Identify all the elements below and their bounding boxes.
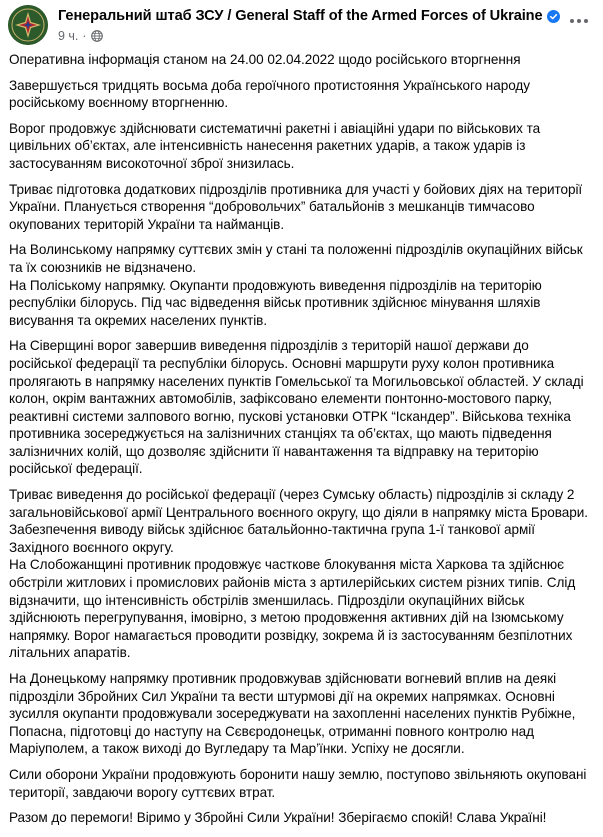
post-meta bbox=[58, 27, 548, 44]
more-options-icon bbox=[570, 19, 574, 23]
author-block bbox=[58, 7, 548, 44]
post-paragraph: На Донецькому напрямку противник продовжував здійснювати вогневий вплив на деякі підрозділи Збройних Сил України та вести штурмові дії на окремих напрямках. Основні зусилля окупанти продовжували зосереджувати на захопленні населених пунктів Рубіжне, Попасна, підготовці до наступу на Сєвєродонецьк, отриманні повного контролю над Маріуполем, а також виході до Вугледару та Мар’їнки. Успіху не досягли. bbox=[9, 671, 576, 757]
post-paragraph: На Сіверщині ворог завершив виведення підрозділів з територій нашої держави до російської федерації та республіки білорусь. Основні маршрути руху колон противника пролягають в напрямку населених пунктів Гомельської та Могильовської областей. У складі колон, окрім вантажних автомобілів, зафіксовано елементи понтонно-мостового парку, реактивні системи залпового вогню, пускові установки ОТРК “Іскандер”. Військова техніка противника зосереджується на залізничних станціях та об’єктах, що мають підведення залізничних колій, що дозволяє здійснити її навантаження та відправку на територію російської федерації. bbox=[9, 338, 584, 477]
post-header bbox=[8, 5, 595, 45]
post-paragraph: На Слобожанщині противник продовжує часткове блокування міста Харкова та здійснює обстріли житлових і промислових районів міста з артилерійських систем різних типів. Слід відзначити, що інтенсивність обстрілів зменшилась. Підрозділи окупаційних військ здійснюють перегрупування, імовірно, з метою продовження активних дій на Ізюмському напрямку. Ворог намагається проводити розвідку, зокрема й із застосуванням безпілотних літальних апаратів. bbox=[9, 557, 576, 661]
post-paragraph: На Поліському напрямку. Окупанти продовжують виведення підрозділів на територію республіки білорусь. Під час відведення військ противник здійснює мінування шляхів висування та окремих населених пунктів. bbox=[9, 277, 542, 328]
more-options-button[interactable] bbox=[563, 7, 595, 35]
meta-separator: · bbox=[82, 28, 87, 43]
post-paragraph: Триває виведення до російської федерації (через Сумську область) підрозділів зі складу 2 загальновійськової армії Центрального воєнного округу, що діяли в напрямку міста Бровари. Забезпечення виводу військ здійснює батальйонно-тактична група 1-ї танкової армії Західного воєнного округу. bbox=[9, 487, 588, 555]
post-paragraph: Завершується тридцять восьма доба героїчного протистояння Українського народу російському воєнному вторгненню. bbox=[9, 77, 530, 111]
post-paragraph: Сили оборони України продовжують боронити нашу землю, поступово звільняють окуповані території, завдаючи ворогу суттєвих втрат. bbox=[9, 766, 587, 800]
page-avatar[interactable] bbox=[8, 5, 48, 45]
post-paragraph-headline: Оперативна інформація станом на 24.00 02.04.2022 щодо російського вторгнення bbox=[9, 52, 521, 67]
post-body bbox=[9, 51, 589, 835]
more-options-icon bbox=[584, 19, 588, 23]
post-paragraph: Триває підготовка додаткових підрозділів противника для участі у бойових діях на території України. Планується створення “добровольчих” батальйонів з мешканців тимчасово окупованих територій України та найманців. bbox=[9, 181, 583, 232]
post-paragraph: Ворог продовжує здійснювати систематичні ракетні і авіаційні удари по військових та цивільних об’єктах, але інтенсивність нанесення ракетних ударів, а також ударів із застосуванням високоточної зброї знизилась. bbox=[9, 120, 541, 171]
post-paragraph: На Волинському напрямку суттєвих змін у стані та положенні підрозділів окупаційних військ та їх союзників не відзначено. bbox=[9, 242, 583, 275]
post-timestamp[interactable]: 9 ч. bbox=[58, 28, 79, 43]
post-paragraph-closing: Разом до перемоги! Віримо у Збройні Сили України! Зберігаємо спокій! Слава Україні! bbox=[9, 810, 547, 826]
more-options-icon bbox=[577, 19, 581, 23]
verified-badge-icon bbox=[547, 10, 560, 23]
globe-icon[interactable] bbox=[91, 30, 103, 42]
author-name[interactable]: Генеральний штаб ЗСУ / General Staff of the Armed Forces of Ukraine bbox=[58, 8, 543, 24]
general-staff-emblem-icon bbox=[8, 5, 48, 45]
author-line bbox=[58, 7, 548, 25]
